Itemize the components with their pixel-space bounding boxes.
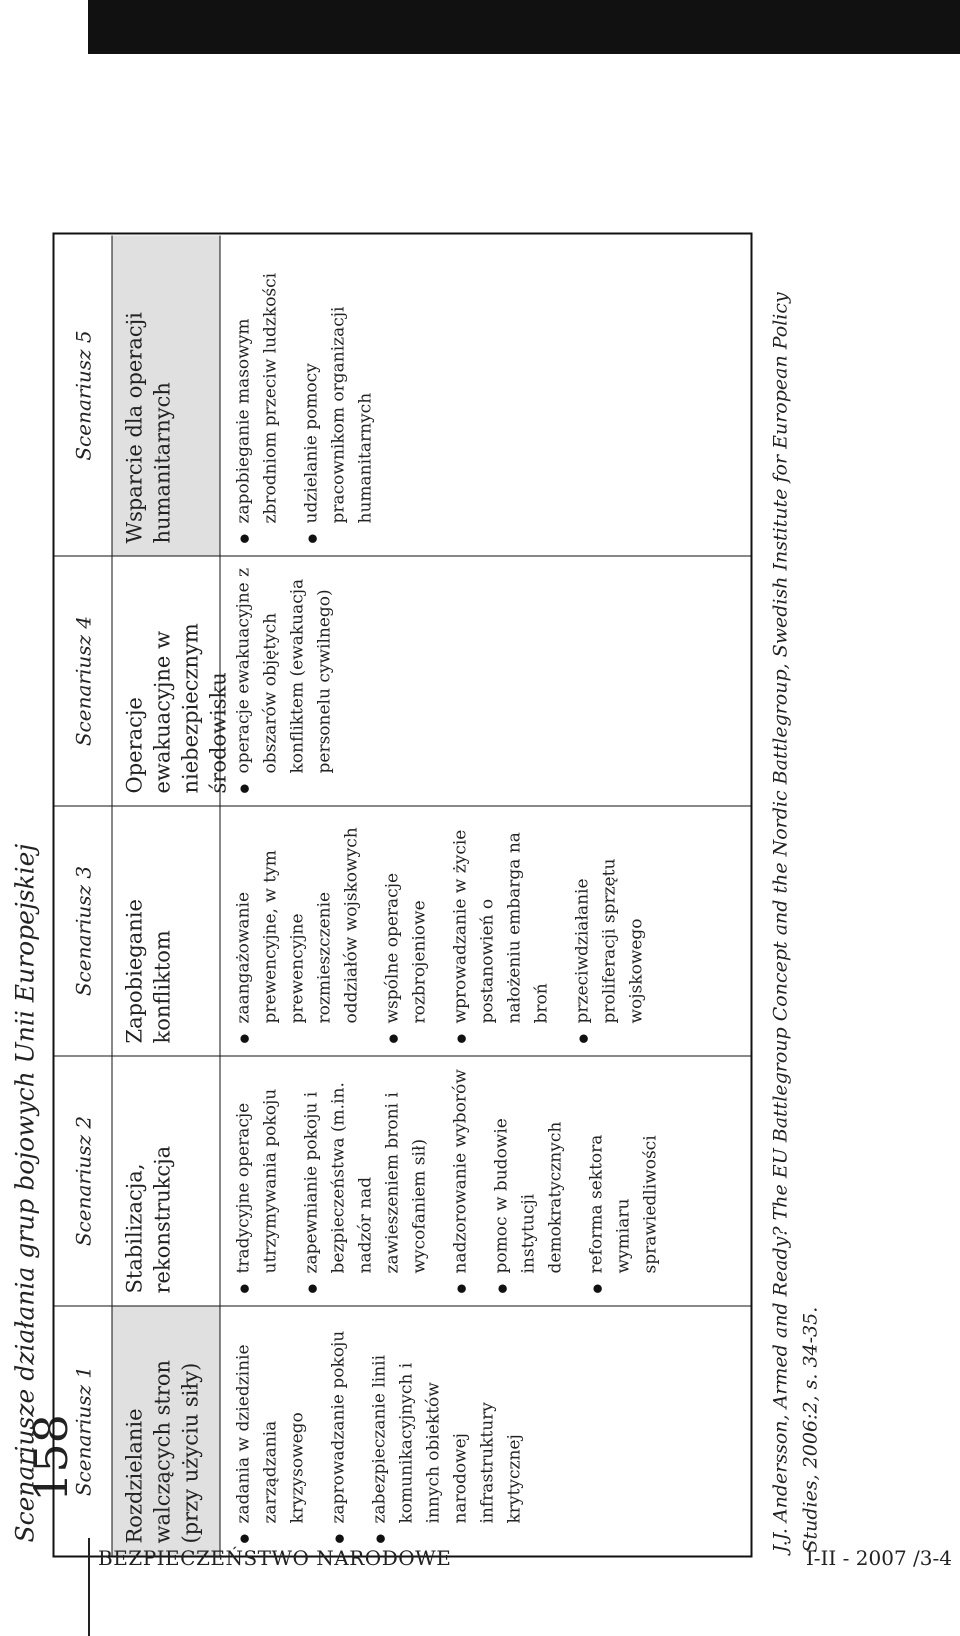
list-item: ● operacje ewakuacyjne z obszarów objętych konfliktem (ewakuacja personelu cywilnego) bbox=[231, 567, 339, 796]
list-item: ● pomoc w budowie instytucji demokratycznych bbox=[489, 1067, 570, 1296]
scenarios-table bbox=[53, 233, 753, 1558]
column-subtitle: Rozdzielanie walczących stron (przy użyciu siły) bbox=[113, 1306, 221, 1556]
list-item: ● przeciwdziałanie proliferacji sprzętu wojskowego bbox=[570, 817, 651, 1046]
column-subtitle: Operacje ewakuacyjne w niebezpiecznym środowisku bbox=[113, 556, 221, 806]
column-header: Scenariusz 4 bbox=[55, 556, 113, 806]
footer-divider bbox=[88, 1538, 90, 1636]
column-body bbox=[221, 1056, 751, 1306]
column-body bbox=[221, 556, 751, 806]
list-item: ● zaprowadzanie pokoju bbox=[326, 1317, 353, 1546]
column-body bbox=[221, 1306, 751, 1556]
list-item: ● tradycyjne operacje utrzymywania pokoju bbox=[231, 1067, 285, 1296]
table-title: Scenariusze działania grup bojowych Unii Europejskiej bbox=[10, 843, 40, 1543]
column-body bbox=[221, 236, 751, 556]
table-source-note: J.J. Andersson, Armed and Ready? The EU Battlegroup Concept and the Nordic Battlegroup, Swedish Institute for European Policy Studies, 2006:2, s. 34-35. bbox=[769, 292, 822, 1553]
list-item: ● wprowadzanie w życie postanowień o nałożeniu embarga na broń bbox=[448, 817, 556, 1046]
column-header: Scenariusz 1 bbox=[55, 1306, 113, 1556]
list-item: ● udzielanie pomocy pracownikom organizacji humanitarnych bbox=[299, 246, 380, 546]
page-number: 158 bbox=[24, 1414, 78, 1502]
column-header: Scenariusz 2 bbox=[55, 1056, 113, 1306]
top-black-bar bbox=[88, 0, 960, 54]
list-item: ● reforma sektora wymiaru sprawiedliwości bbox=[584, 1067, 665, 1296]
column-subtitle: Zapobieganie konfliktom bbox=[113, 806, 221, 1056]
journal-issue: I-II - 2007 /3-4 bbox=[805, 1546, 952, 1570]
journal-name: BEZPIECZEŃSTWO NARODOWE bbox=[98, 1546, 452, 1570]
list-item: ● zadania w dziedzinie zarządzania kryzysowego bbox=[231, 1317, 312, 1546]
column-subtitle: Wsparcie dla operacji humanitarnych bbox=[113, 236, 221, 556]
column-header: Scenariusz 3 bbox=[55, 806, 113, 1056]
column-subtitle: Stabilizacja, rekonstrukcja bbox=[113, 1056, 221, 1306]
list-item: ● zapobieganie masowym zbrodniom przeciw ludzkości bbox=[231, 246, 285, 546]
list-item: ● zaangażowanie prewencyjne, w tym prewencyjne rozmieszczenie oddziałów wojskowych bbox=[231, 817, 366, 1046]
column-header: Scenariusz 5 bbox=[55, 236, 113, 556]
column-body bbox=[221, 806, 751, 1056]
rotated-table-block bbox=[6, 223, 861, 1563]
list-item: ● wspólne operacje rozbrojeniowe bbox=[380, 817, 434, 1046]
list-item: ● nadzorowanie wyborów bbox=[448, 1067, 475, 1296]
list-item: ● zapewnianie pokoju i bezpieczeństwa (m.in. nadzór nad zawieszeniem broni i wycofaniem sił) bbox=[299, 1067, 434, 1296]
list-item: ● zabezpieczanie linii komunikacyjnych i innych obiektów narodowej infrastruktury krytycznej bbox=[367, 1317, 529, 1546]
